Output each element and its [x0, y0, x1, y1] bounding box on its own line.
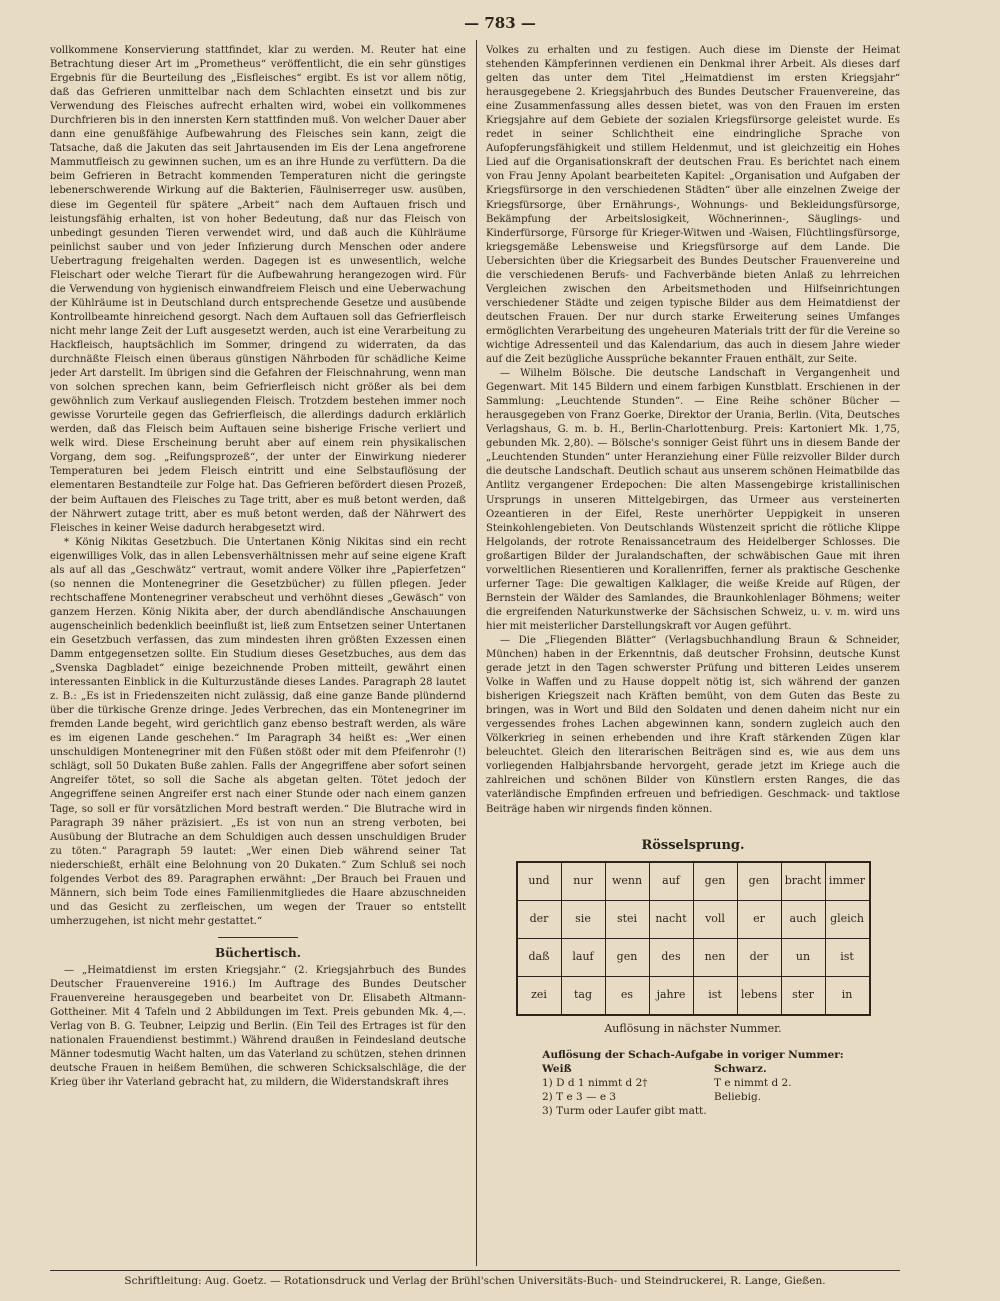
puzzle-cell: und: [517, 862, 562, 901]
column-divider: [476, 40, 477, 1266]
puzzle-cell: in: [825, 976, 870, 1015]
review-heimatdienst-continued: Volkes zu erhalten und zu festigen. Auch diese im Dienste der Heimat stehenden Kämpferinnen verdienen ein Denkmal ihrer Arbeit. Als dieses darf gelten das unter dem Titel „Heimatdienst im ersten Kriegsjahr“ herausgegebene 2. Kriegsjahrbuch des Bundes Deutscher Frauenvereine, das eine Zusammenfassung alles dessen bietet, was von den Frauen im ersten Kriegsjahre auf dem Gebiete der sozialen Kriegsfürsorge geleistet wurde. Es redet in seiner Schlichtheit eine eindringliche Sprache von Aufopferungsfähigkeit und stillem Heldenmut, und ist gleichzeitig ein Hohes Lied auf die Organisationskraft der deutschen Frau. Es berichtet nach einem von Frau Jenny Apolant bearbeiteten Kapitel: „Organisation und Aufgaben der Kriegsfürsorge in den verschiedenen Städten“ über alle einzelnen Zweige der Kriegsfürsorge, über Ernährungs-, Wohnungs- und Bekleidungsfürsorge, Bekämpfung der Arbeitslosigkeit, Wöchnerinnen-, Säuglings- und Kinderfürsorge, Fürsorge für Krieger-Witwen und -Waisen, Flüchtlingsfürsorge, kriegsgemäße Lebensweise und Kriegsfürsorge auf dem Lande. Die Uebersichten über die Kriegsarbeit des Bundes Deutscher Frauenvereine und die verschiedenen Berufs- und Fachverbände bieten Anlaß zu lehrreichen Vergleichen zwischen den Arbeitsmethoden und Hilfseinrichtungen verschiedener Städte und zeigen typische Bilder aus dem Heimatdienst der deutschen Frauen. Der nur durch starke Erweiterung seines Umfanges ermöglichten Verarbeitung des ungeheuren Materials tritt der für die Vereine so wichtige Adressenteil und das Kalendarium, das auch in diesem Jahre wieder auf die Zeit bezügliche Aussprüche bekannter Frauen enthält, zur Seite.: [486, 45, 900, 366]
puzzle-cell: lebens: [737, 976, 781, 1015]
puzzle-cell: jahre: [649, 976, 693, 1015]
puzzle-cell: gleich: [825, 900, 870, 938]
puzzle-title: Rösselsprung.: [641, 837, 745, 853]
puzzle-cell: gen: [693, 862, 737, 901]
chess-solution-title: Auflösung der Schach-Aufgabe in voriger Nummer:: [542, 1048, 844, 1061]
puzzle-cell: es: [605, 976, 649, 1015]
review-fliegende-blaetter: — Die „Fliegenden Blätter“ (Verlagsbuchhandlung Braun & Schneider, München) haben in der Erkenntnis, daß deutscher Frohsinn, deutsche Kunst gerade jetzt in den Tagen schwerster Prüfung und bitteren Leides unserem Volke in Waffen und zu Hause doppelt nötig ist, sich während der ganzen bisherigen Kriegszeit nach Kräften bemüht, von dem Guten das Beste zu bringen, was in Wort und Bild den Soldaten und denen daheim nicht nur ein vergessendes frohes Lachen abgewinnen kann, sondern zugleich auch den Völkerkrieg in seinen erhebenden und ihre Kraft stärkenden Zügen klar beleuchtet. Gleich den literarischen Beiträgen sind es, wie aus dem uns vorliegenden Halbjahrsbande hervorgeht, gerade jetzt im Kriege auch die zahlreichen und schönen Bilder von Künstlern ersten Ranges, die das vaterländische Empfinden erfreuen und befriedigen. Geschmack- und taktlose Beiträge haben wir nirgends finden können.: [486, 634, 900, 815]
puzzle-cell: auf: [649, 862, 693, 901]
chess-black-header: Schwarz.: [714, 1062, 767, 1075]
puzzle-cell: immer: [825, 862, 870, 901]
chess-white-header: Weiß: [542, 1062, 572, 1075]
article-gefrierfleisch: vollkommene Konservierung stattfindet, klar zu werden. M. Reuter hat eine Betrachtung dieser Art im „Prometheus“ veröffentlicht, die ein sehr günstiges Ergebnis für die Beurteilung des „Eisfleisches“ ergibt. Es ist vor allem nötig, daß das Gefrieren unmittelbar nach dem Schlachten einsetzt und bis zur Verwendung des Fleisches aufrecht erhalten wird, wobei ein vollkommenes Durchfrieren bis in den innersten Kern stattfinden muß. Von welcher Dauer aber dann eine genußfähige Aufbewahrung des Fleisches sein kann, zeigt die Tatsache, daß die Jakuten das seit Jahrtausenden im Eis der Lena angefrorene Mammutfleisch zu gewinnen suchen, um es an ihre Hunde zu verfüttern. Da die beim Gefrieren in Betracht kommenden Temperaturen nicht die geringste lebenerschwerende Wirkung auf die Bakterien, Fäulniserreger usw. ausüben, diese im Gegenteil für spätere „Arbeit“ nach dem Auftauen frisch und leistungsfähig erhalten, ist von hoher Bedeutung, daß nur das Fleisch von unbedingt gesunden Tieren verwendet wird, und daß auch die Kühlräume peinlichst sauber und von jeder Infizierung durch Menschen oder andere Uebertragung freigehalten werden. Dagegen ist es unwesentlich, welche Fleischart oder welche Tierart für die Aufbewahrung herangezogen wird. Für die Verwendung von hygienisch einwandfreiem Fleisch und eine Ueberwachung der Kühlräume ist in Deutschland durch entsprechende Gesetze und ausübende Kontrollbeamte hinreichend gesorgt. Nach dem Auftauen soll das Gefrierfleisch nicht mehr lange Zeit der Luft ausgesetzt werden, auch ist eine Verarbeitung zu Hackfleisch, hauptsächlich im Sommer, dringend zu widerraten, da das durchnäßte Fleisch einen überaus günstigen Nährboden für schädliche Keime jeder Art darstellt. Im übrigen sind die Gefahren der Fleischnahrung, wenn man von solchen sprechen kann, beim Gefrierfleisch nicht größer als bei dem gewöhnlich zum Verkauf ausliegenden Fleisch. Trotzdem bestehen immer noch gewisse Vorurteile gegen das Gefrierfleisch, die allerdings dadurch erklärlich werden, daß das Fleisch beim Auftauen seine bisherige Frische verliert und welk wird. Diese Erscheinung beruht aber auf einem rein physikalischen Vorgang, dem sog. „Reifungsprozeß“, der unter der Einwirkung niederer Temperaturen bei jedem Fleisch eintritt und eine Selbstauflösung der elementaren Bestandteile zur Folge hat. Das Gefrieren befördert diesen Prozeß, der beim Auftauen des Fleisches zu Tage tritt, aber es muß betont werden, daß der Nährwert zutage tritt, aber es muß betont werden, daß der Nährwert des Fleisches in keiner Weise dadurch herabgesetzt wird.: [50, 45, 466, 534]
knights-tour-puzzle: [516, 861, 871, 1016]
puzzle-cell: wenn: [605, 862, 649, 901]
section-heading-buechertisch: Büchertisch.: [215, 945, 301, 960]
puzzle-cell: tag: [561, 976, 605, 1015]
left-column: [50, 44, 466, 1266]
chess-white-move: 2) T e 3 — e 3: [542, 1090, 617, 1103]
chess-move-row: [542, 1076, 900, 1090]
puzzle-cell: nur: [561, 862, 605, 901]
article-nikita: * König Nikitas Gesetzbuch. Die Untertanen König Nikitas sind ein recht eigenwilliges Volk, das in allen Lebensverhältnissen mehr auf seine eigene Kraft als auf all das „Geschwätz“ vertraut, womit andere Völker ihre „Papierfetzen“ (so nennen die Montenegriner die Gesetzbücher) zu füllen pflegen. Jeder rechtschaffene Montenegriner verabscheut und verhöhnt dieses „Gewäsch“ von ganzem Herzen. König Nikita aber, der durch abendländische Anschauungen augenscheinlich bedenklich beeinflußt ist, ließ zum Entsetzen seiner Untertanen ein Gesetzbuch verfassen, das zum mindesten ihren größten Exzessen einen Damm entgegensetzen sollte. Ein Studium dieses Gesetzbuches, aus dem das „Svenska Dagbladet“ einige bezeichnende Proben mitteilt, gewährt einen interessanten Einblick in die Kulturzustände dieses Landes. Paragraph 28 lautet z. B.: „Es ist in Friedenszeiten nicht zulässig, daß eine ganze Bande plündernd über die türkische Grenze dringe. Jedes Verbrechen, das ein Montenegriner im fremden Lande begeht, wird gerichtlich ganz ebenso bestraft werden, als wäre es im eigenen Lande geschehen.“ Im Paragraph 34 heißt es: „Wer einen unschuldigen Montenegriner mit den Füßen stößt oder mit dem Pfeifenrohr (!) schlägt, soll 50 Dukaten Buße zahlen. Falls der Angegriffene aber sofort seinen Angreifer tötet, so soll die Sache als abgetan gelten. Tötet jedoch der Angegriffene seinen Angreifer erst nach einer Stunde oder nach einem ganzen Tage, so soll er für vorsätzlichen Mord bestraft werden.“ Die Blutrache wird in Paragraph 39 näher präzisiert. „Es ist von nun an streng verboten, bei Ausübung der Blutrache an dem Schuldigen auch dessen unschuldigen Bruder zu töten.“ Paragraph 59 lautet: „Wer einen Dieb während seiner Tat niederschießt, erhält eine Belohnung von 20 Dukaten.“ Zum Schluß sei noch folgendes Verbot des 89. Paragraphen erwähnt: „Der Brauch bei Frauen und Männern, sich beim Tode eines Familienmitgliedes die Haare abzuschneiden und das Gesicht zu zerfleischen, um wegen der Trauer so entstellt umherzugehen, ist nicht mehr gestattet.“: [50, 536, 466, 927]
puzzle-cell: der: [517, 900, 562, 938]
puzzle-cell: gen: [737, 862, 781, 901]
puzzle-cell: er: [737, 900, 781, 938]
puzzle-cell: gen: [605, 938, 649, 976]
puzzle-cell: ist: [693, 976, 737, 1015]
puzzle-cell: des: [649, 938, 693, 976]
puzzle-cell: auch: [781, 900, 825, 938]
puzzle-cell: ster: [781, 976, 825, 1015]
puzzle-cell: daß: [517, 938, 562, 976]
chess-solution: [542, 1062, 900, 1118]
chess-move-row: [542, 1104, 900, 1118]
puzzle-row: [517, 862, 870, 901]
puzzle-cell: stei: [605, 900, 649, 938]
puzzle-solution-note: Auflösung in nächster Nummer.: [604, 1021, 782, 1035]
puzzle-cell: der: [737, 938, 781, 976]
puzzle-row: [517, 938, 870, 976]
chess-move-row: [542, 1090, 900, 1104]
puzzle-cell: zei: [517, 976, 562, 1015]
page-number: — 783 —: [464, 14, 536, 32]
puzzle-cell: ist: [825, 938, 870, 976]
puzzle-row: [517, 900, 870, 938]
chess-black-move: T e nimmt d 2.: [714, 1076, 792, 1089]
puzzle-cell: sie: [561, 900, 605, 938]
chess-white-move: 1) D d 1 nimmt d 2†: [542, 1076, 648, 1089]
puzzle-row: [517, 976, 870, 1015]
chess-black-move: Beliebig.: [714, 1090, 761, 1103]
puzzle-cell: bracht: [781, 862, 825, 901]
imprint-footer: Schriftleitung: Aug. Goetz. — Rotationsdruck und Verlag der Brühl'schen Universitäts-Buch- und Steindruckerei, R. Lange, Gießen.: [50, 1270, 900, 1287]
review-heimatdienst: — „Heimatdienst im ersten Kriegsjahr.“ (2. Kriegsjahrbuch des Bundes Deutscher Frauenvereine 1916.) Im Auftrage des Bundes Deutscher Frauenvereine herausgegeben und bearbeitet von Dr. Elisabeth Altmann-Gottheiner. Mit 4 Tafeln und 2 Abbildungen im Text. Preis gebunden Mk. 4,—. Verlag von B. G. Teubner, Leipzig und Berlin. (Ein Teil des Ertrages ist für den nationalen Frauendienst bestimmt.) Während draußen in Feindesland deutsche Männer todesmutig Wacht halten, um das Vaterland zu schützen, stehen drinnen deutsche Frauen in heißem Bemühen, die schweren Schicksalschläge, die der Krieg über ihr Vaterland gebracht hat, zu mildern, die Widerstandskraft ihres: [50, 965, 466, 1089]
chess-white-move: 3) Turm oder Laufer gibt matt.: [542, 1104, 707, 1117]
puzzle-cell: nen: [693, 938, 737, 976]
puzzle-cell: un: [781, 938, 825, 976]
right-column: [486, 44, 900, 1266]
puzzle-cell: voll: [693, 900, 737, 938]
puzzle-cell: lauf: [561, 938, 605, 976]
section-divider: [218, 937, 298, 938]
review-boelsche: — Wilhelm Bölsche. Die deutsche Landschaft in Vergangenheit und Gegenwart. Mit 145 Bildern und einem farbigen Kunstblatt. Erschienen in der Sammlung: „Leuchtende Stunden“. — Eine Reihe schöner Bücher — herausgegeben von Franz Goerke, Direktor der Urania, Berlin. (Vita, Deutsches Verlagshaus, G. m. b. H., Berlin-Charlottenburg. Preis: Kartoniert Mk. 1,75, gebunden Mk. 2,80). — Bölsche's sonniger Geist führt uns in diesem Bande der „Leuchtenden Stunden“ unter Heranziehung einer Fülle reizvoller Bilder durch die deutsche Landschaft. Deutlich schaut aus unserem schönen Heimatbilde das Antlitz vergangener Erdepochen: Die alten Massengebirge kristallinischen Ursprungs in unseren Mittelgebirgen, das Urmeer aus versteinerten Ozeantieren in der Eifel, Reste unerhörter Ueppigkeit in unseren Steinkohlengebieten. Von Deutschlands Wüstenzeit spricht die rötliche Klippe Helgolands, der rotrote Renaissancetraum des Heidelberger Schlosses. Die großartigen Bilder der Juralandschaften, der schwäbischen Gaue mit ihren vorweltlichen Riesentieren und Korallenriffen, ferner als praktische Geschenke urferner Tage: Die gewaltigen Kalklager, die weiße Kreide auf Rügen, der Bernstein der Wälder des Samlandes, die Braunkohlenlager Böhmens; weiter die ergreifenden Naturkunstwerke der Sächsischen Schweiz, u. v. m. wird uns hier mit meisterlicher Darstellungskraft vor Augen geführt.: [486, 368, 900, 632]
puzzle-cell: nacht: [649, 900, 693, 938]
